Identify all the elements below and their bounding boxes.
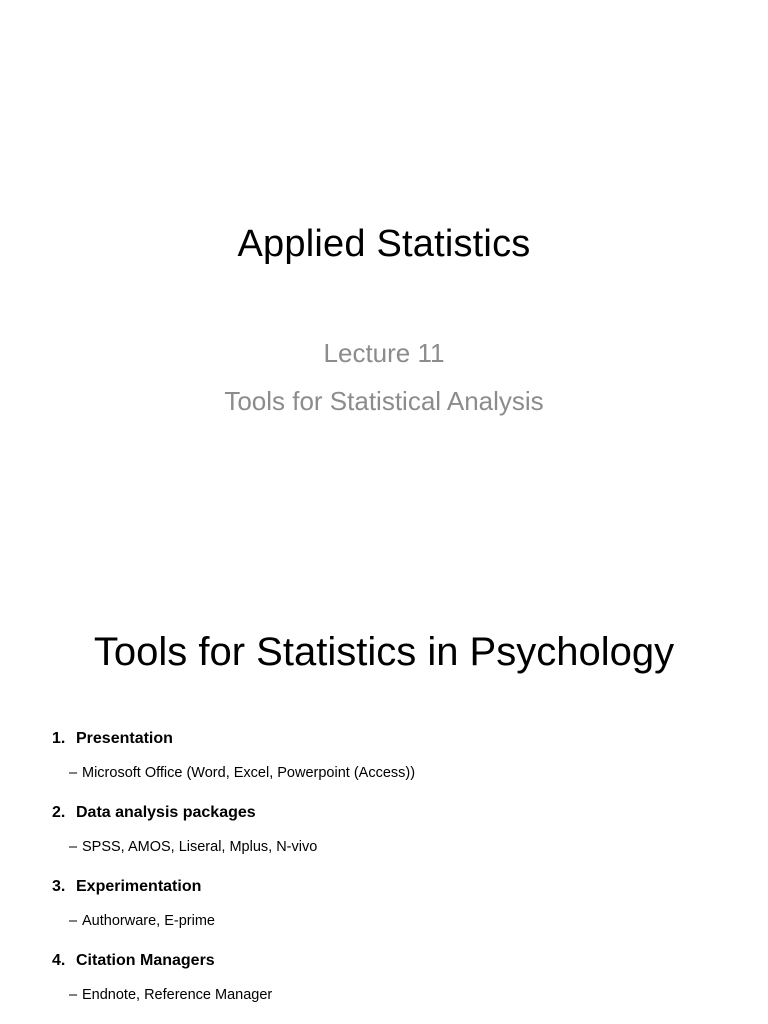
list-item-title: Citation Managers [76,952,215,969]
list-item-heading [52,876,201,898]
list-item-detail-text: Microsoft Office (Word, Excel, Powerpoint (Access)) [82,765,416,781]
list-item-detail [69,763,415,783]
list-item [52,876,752,950]
list-item-detail-text: Authorware, E-prime [82,913,215,929]
list-item [52,802,752,876]
slide-title: Applied Statistics [237,223,531,265]
slide-title: Tools for Statistics in Psychology [93,630,675,674]
list-item-title: Experimentation [76,878,202,895]
list-item [52,728,752,802]
list-item-detail [69,985,272,1005]
list-item-heading [52,802,256,824]
list-item-detail [69,837,317,857]
list-item-detail [69,911,215,931]
list-item-detail-text: Endnote, Reference Manager [82,987,273,1003]
list-item-number: 4. [52,952,66,969]
lecture-topic: Tools for Statistical Analysis [224,386,544,416]
list-item-heading [52,950,215,972]
list-item-title: Presentation [76,730,173,747]
list-item-number: 2. [52,804,66,821]
lecture-number: Lecture 11 [323,338,445,368]
dash-bullet: – [69,913,78,929]
list-item [52,950,752,1024]
content-slide [0,576,768,1024]
list-item-detail-text: SPSS, AMOS, Liseral, Mplus, N-vivo [82,839,318,855]
dash-bullet: – [69,839,78,855]
bullet-list [52,576,752,1024]
dash-bullet: – [69,987,78,1003]
list-item-number: 3. [52,878,66,895]
list-item-title: Data analysis packages [76,804,256,821]
dash-bullet: – [69,765,78,781]
list-item-heading [52,728,173,750]
list-item-number: 1. [52,730,66,747]
